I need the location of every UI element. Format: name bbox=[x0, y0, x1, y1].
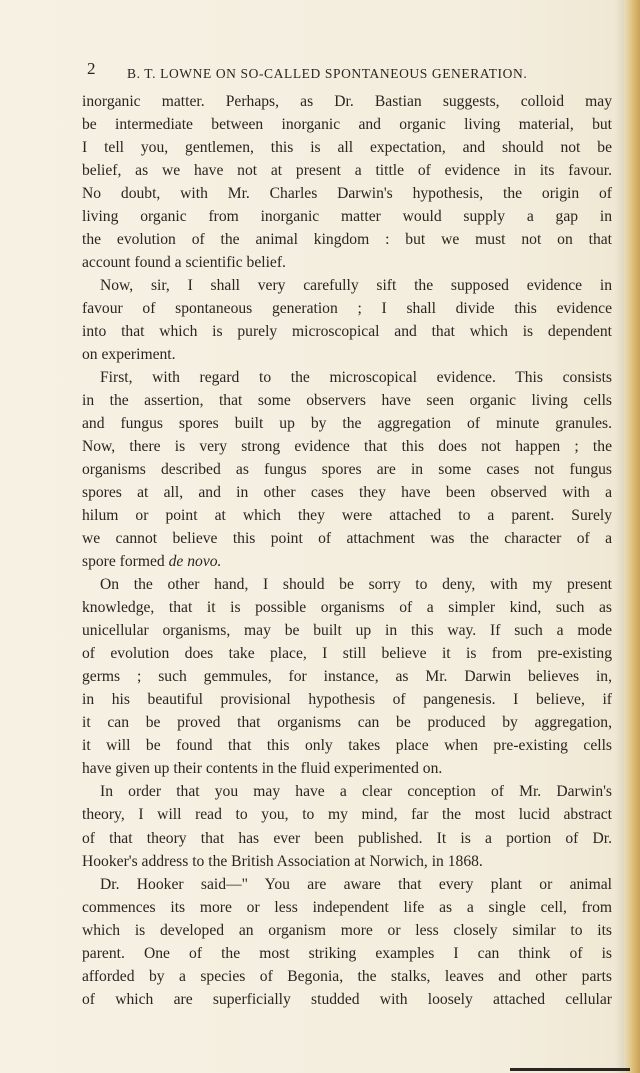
text-line bbox=[82, 850, 612, 873]
text-line bbox=[82, 481, 612, 504]
text-line-content: favour of spontaneous generation ; I shall divide this evidence bbox=[82, 300, 612, 318]
text-line-content: which is developed an organism more or less closely similar to its bbox=[82, 921, 612, 939]
text-line bbox=[82, 896, 612, 919]
text-line bbox=[82, 688, 612, 711]
text-line bbox=[82, 757, 612, 780]
text-line bbox=[82, 504, 612, 527]
text-line-content: it can be proved that organisms can be produced by aggregation, bbox=[82, 714, 612, 732]
text-line-content: unicellular organisms, may be built up in this way. If such a mode bbox=[82, 622, 612, 640]
text-line-content: belief, as we have not at present a tittle of evidence in its favour. bbox=[82, 162, 612, 180]
text-line bbox=[82, 734, 612, 757]
text-line bbox=[82, 274, 612, 297]
running-head bbox=[87, 59, 607, 83]
text-line-content: of that theory that has ever been published. It is a portion of Dr. bbox=[82, 829, 612, 847]
page-gutter-shadow bbox=[614, 0, 624, 1073]
text-line-content: inorganic matter. Perhaps, as Dr. Bastian suggests, colloid may bbox=[82, 93, 612, 110]
text-line bbox=[82, 458, 612, 481]
text-line-content: First, with regard to the microscopical evidence. This consists bbox=[100, 369, 612, 387]
page-bottom-rule bbox=[510, 1068, 630, 1071]
text-line-content: spores at all, and in other cases they have been observed with a bbox=[82, 484, 612, 502]
text-line bbox=[82, 113, 612, 136]
text-line-content: living organic from inorganic matter would supply a gap in bbox=[82, 208, 612, 226]
text-line-content: theory, I will read to you, to my mind, far the most lucid abstract bbox=[82, 806, 612, 824]
text-line bbox=[82, 803, 612, 826]
text-line-content: Dr. Hooker said—" You are aware that every plant or animal bbox=[100, 875, 612, 893]
text-line-content: organisms described as fungus spores are in some cases not fungus bbox=[82, 461, 612, 479]
text-line-content: we cannot believe this point of attachment was the character of a bbox=[82, 530, 612, 548]
text-line-content: be intermediate between inorganic and organic living material, but bbox=[82, 116, 612, 134]
text-line-content: spore formed bbox=[82, 553, 169, 571]
text-line bbox=[82, 919, 612, 942]
text-line-content: Hooker's address to the British Association at Norwich, in 1868. bbox=[82, 852, 483, 870]
running-title: B. T. LOWNE ON SO-CALLED SPONTANEOUS GENERATION. bbox=[127, 66, 528, 81]
text-line-content: in the assertion, that some observers have seen organic living cells bbox=[82, 392, 612, 410]
text-line-content: account found a scientific belief. bbox=[82, 254, 286, 272]
text-line-content: have given up their contents in the fluid experimented on. bbox=[82, 760, 443, 778]
text-line-content: On the other hand, I should be sorry to deny, with my present bbox=[100, 576, 612, 594]
text-line bbox=[82, 205, 612, 228]
text-line bbox=[82, 619, 612, 642]
text-line bbox=[82, 343, 612, 366]
text-line bbox=[82, 389, 612, 412]
text-line-content: into that which is purely microscopical and that which is dependent bbox=[82, 323, 612, 341]
text-line bbox=[82, 228, 612, 251]
text-line-content: of evolution does take place, I still believe it is from pre-existing bbox=[82, 645, 612, 663]
text-line-content: commences its more or less independent life as a single cell, from bbox=[82, 898, 612, 916]
text-line-content: parent. One of the most striking examples I can think of is bbox=[82, 944, 612, 962]
text-line-content: Now, sir, I shall very carefully sift the supposed evidence in bbox=[100, 277, 612, 295]
text-line-content: the evolution of the animal kingdom : but we must not on that bbox=[82, 231, 612, 249]
text-line bbox=[82, 827, 612, 850]
text-line-content: hilum or point at which they were attached to a parent. Surely bbox=[82, 507, 612, 525]
text-line bbox=[82, 435, 612, 458]
page-number: 2 bbox=[87, 59, 97, 78]
text-line bbox=[82, 136, 612, 159]
text-line bbox=[82, 665, 612, 688]
text-line bbox=[82, 573, 612, 596]
text-line bbox=[82, 780, 612, 803]
text-line-content: it will be found that this only takes place when pre-existing cells bbox=[82, 737, 612, 755]
text-line-content: I tell you, gentlemen, this is all expectation, and should not be bbox=[82, 139, 612, 157]
text-line bbox=[82, 320, 612, 343]
text-line-content: on experiment. bbox=[82, 346, 176, 364]
text-line bbox=[82, 873, 612, 896]
text-line bbox=[82, 711, 612, 734]
text-line-content: and fungus spores built up by the aggregation of minute granules. bbox=[82, 415, 612, 433]
text-line bbox=[82, 642, 612, 665]
text-line bbox=[82, 988, 612, 1011]
text-line bbox=[82, 527, 612, 550]
text-line-content: germs ; such gemmules, for instance, as Mr. Darwin believes in, bbox=[82, 668, 612, 686]
text-line bbox=[82, 942, 612, 965]
text-line bbox=[82, 596, 612, 619]
italic-phrase: de novo. bbox=[168, 553, 222, 571]
page-spine-edge bbox=[624, 0, 640, 1073]
text-line-content: afforded by a species of Begonia, the stalks, leaves and other parts bbox=[82, 967, 612, 985]
text-line-content: of which are superficially studded with loosely attached cellular bbox=[82, 990, 612, 1008]
text-line-content: No doubt, with Mr. Charles Darwin's hypothesis, the origin of bbox=[82, 185, 612, 203]
text-line-content: knowledge, that it is possible organisms of a simpler kind, such as bbox=[82, 599, 612, 617]
text-line bbox=[82, 90, 612, 113]
text-line bbox=[82, 159, 612, 182]
text-line bbox=[82, 550, 612, 573]
text-line-content: in his beautiful provisional hypothesis of pangenesis. I believe, if bbox=[82, 691, 612, 709]
body-text bbox=[82, 90, 612, 1011]
text-line bbox=[82, 412, 612, 435]
text-line bbox=[82, 251, 612, 274]
text-line-content: Now, there is very strong evidence that this does not happen ; the bbox=[82, 438, 612, 456]
text-line bbox=[82, 182, 612, 205]
text-line bbox=[82, 965, 612, 988]
text-line-content: In order that you may have a clear conception of Mr. Darwin's bbox=[100, 783, 612, 801]
text-line bbox=[82, 366, 612, 389]
text-line bbox=[82, 297, 612, 320]
